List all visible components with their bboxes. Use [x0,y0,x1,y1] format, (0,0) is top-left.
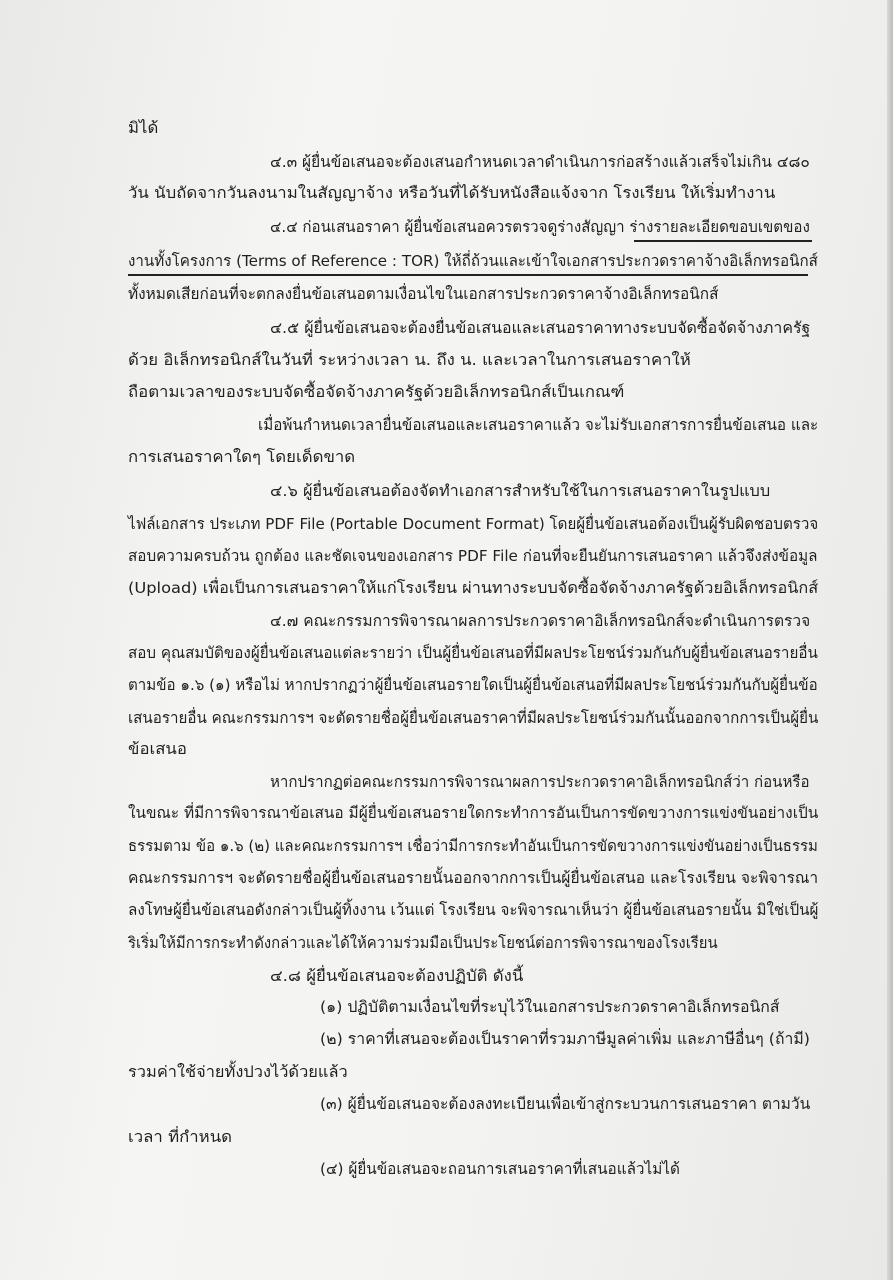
text-line: รวมค่าใช้จ่ายทั้งปวงไว้ด้วยแล้ว [128,1063,348,1081]
sub-item-3: (๓) ผู้ยื่นข้อเสนอจะต้องลงทะเบียนเพื่อเข้าสู่กระบวนการเสนอราคา ตามวัน [320,1095,811,1113]
text-line: ธรรมตาม ข้อ ๑.๖ (๒) และคณะกรรมการฯ เชื่อว่ามีการกระทำอันเป็นการขัดขวางการแข่งขันอย่างเป็นธรรม [128,837,818,855]
text-line: ถือตามเวลาของระบบจัดซื้อจัดจ้างภาครัฐด้วยอิเล็กทรอนิกส์เป็นเกณฑ์ [128,383,625,401]
text-line: ทั้งหมดเสียก่อนที่จะตกลงยื่นข้อเสนอตามเงื่อนไขในเอกสารประกวดราคาจ้างอิเล็กทรอนิกส์ [128,285,719,303]
text-line: ด้วย อิเล็กทรอนิกส์ในวันที่ ระหว่างเวลา น. ถึง น. และเวลาในการเสนอราคาให้ [128,351,691,369]
text-line: การเสนอราคาใดๆ โดยเด็ดขาด [128,448,356,466]
underline [128,274,808,276]
text-line: วัน นับถัดจากวันลงนามในสัญญาจ้าง หรือวันที่ได้รับหนังสือแจ้งจาก โรงเรียน ให้เริ่มทำงาน [128,184,776,202]
text-line: เวลา ที่กำหนด [128,1128,233,1146]
text-line: ริเริ่มให้มีการกระทำดังกล่าวและได้ให้ความร่วมมือเป็นประโยชน์ต่อการพิจารณาของโรงเรียน [128,934,718,952]
text-line: ข้อเสนอ [128,740,187,758]
text-line: สอบ คุณสมบัติของผู้ยื่นข้อเสนอแต่ละรายว่า เป็นผู้ยื่นข้อเสนอที่มีผลประโยชน์ร่วมกันกับผู้ยื่นข้อเสนอรายอื่น [128,644,818,662]
clause-4-4-line: ๔.๔ ก่อนเสนอราคา ผู้ยื่นข้อเสนอควรตรวจดูร่างสัญญา ร่างรายละเอียดขอบเขตของ [270,218,810,236]
clause-4-7-line: ๔.๗ คณะกรรมการพิจารณาผลการประกวดราคาอิเล็กทรอนิกส์จะดำเนินการตรวจ [270,612,811,630]
text-line: คณะกรรมการฯ จะตัดรายชื่อผู้ยื่นข้อเสนอรายนั้นออกจากการเป็นผู้ยื่นข้อเสนอ และโรงเรียน จะพิจารณา [128,869,819,887]
clause-4-6-line: ๔.๖ ผู้ยื่นข้อเสนอต้องจัดทำเอกสารสำหรับใช้ในการเสนอราคาในรูปแบบ [270,482,771,500]
text-line: งานทั้งโครงการ (Terms of Reference : TOR) ให้ถี่ถ้วนและเข้าใจเอกสารประกวดราคาจ้างอิเล็กทรอนิกส์ [128,252,818,270]
clause-4-5-line: ๔.๕ ผู้ยื่นข้อเสนอจะต้องยื่นข้อเสนอและเสนอราคาทางระบบจัดซื้อจัดจ้างภาครัฐ [270,319,811,337]
underline [634,240,812,242]
text-line: มิได้ [128,119,159,137]
text-line: ไฟล์เอกสาร ประเภท PDF File (Portable Document Format) โดยผู้ยื่นข้อเสนอต้องเป็นผู้รับผิดชอบตรวจ [128,515,819,533]
sub-item-2: (๒) ราคาที่เสนอจะต้องเป็นราคาที่รวมภาษีมูลค่าเพิ่ม และภาษีอื่นๆ (ถ้ามี) [320,1030,810,1048]
text-line: ในขณะ ที่มีการพิจารณาข้อเสนอ มีผู้ยื่นข้อเสนอรายใดกระทำการอันเป็นการขัดขวางการแข่งขันอย่างเป็น [128,804,819,822]
text-line: ลงโทษผู้ยื่นข้อเสนอดังกล่าวเป็นผู้ทิ้งงาน เว้นแต่ โรงเรียน จะพิจารณาเห็นว่า ผู้ยื่นข้อเสนอรายนั้น มิใช่เป็นผู้ [128,901,819,919]
clause-4-3-line: ๔.๓ ผู้ยื่นข้อเสนอจะต้องเสนอกำหนดเวลาดำเนินการก่อสร้างแล้วเสร็จไม่เกิน ๔๘๐ [270,153,810,171]
text-line: ตามข้อ ๑.๖ (๑) หรือไม่ หากปรากฏว่าผู้ยื่นข้อเสนอรายใดเป็นผู้ยื่นข้อเสนอที่มีผลประโยชน์ร่วมกันกับผู้ยื่นข้อ [128,676,818,694]
clause-4-8-line: ๔.๘ ผู้ยื่นข้อเสนอจะต้องปฏิบัติ ดังนี้ [270,967,524,985]
sub-item-4: (๔) ผู้ยื่นข้อเสนอจะถอนการเสนอราคาที่เสนอแล้วไม่ได้ [320,1160,680,1178]
text-line: เมื่อพ้นกำหนดเวลายื่นข้อเสนอและเสนอราคาแล้ว จะไม่รับเอกสารการยื่นข้อเสนอ และ [258,416,819,434]
text-line: (Upload) เพื่อเป็นการเสนอราคาให้แก่โรงเรียน ผ่านทางระบบจัดซื้อจัดจ้างภาครัฐด้วยอิเล็กทรอนิกส์ [128,579,819,597]
text-line: สอบความครบถ้วน ถูกต้อง และชัดเจนของเอกสาร PDF File ก่อนที่จะยืนยันการเสนอราคา แล้วจึงส่งข้อมูล [128,547,818,565]
page-edge-shadow [887,0,893,1280]
sub-item-1: (๑) ปฏิบัติตามเงื่อนไขที่ระบุไว้ในเอกสารประกวดราคาอิเล็กทรอนิกส์ [320,998,780,1016]
text-line: หากปรากฏต่อคณะกรรมการพิจารณาผลการประกวดราคาอิเล็กทรอนิกส์ว่า ก่อนหรือ [270,773,810,791]
text-line: เสนอรายอื่น คณะกรรมการฯ จะตัดรายชื่อผู้ยื่นข้อเสนอราคาที่มีผลประโยชน์ร่วมกันนั้นออกจากการเป็นผู้ยื่น [128,709,819,727]
